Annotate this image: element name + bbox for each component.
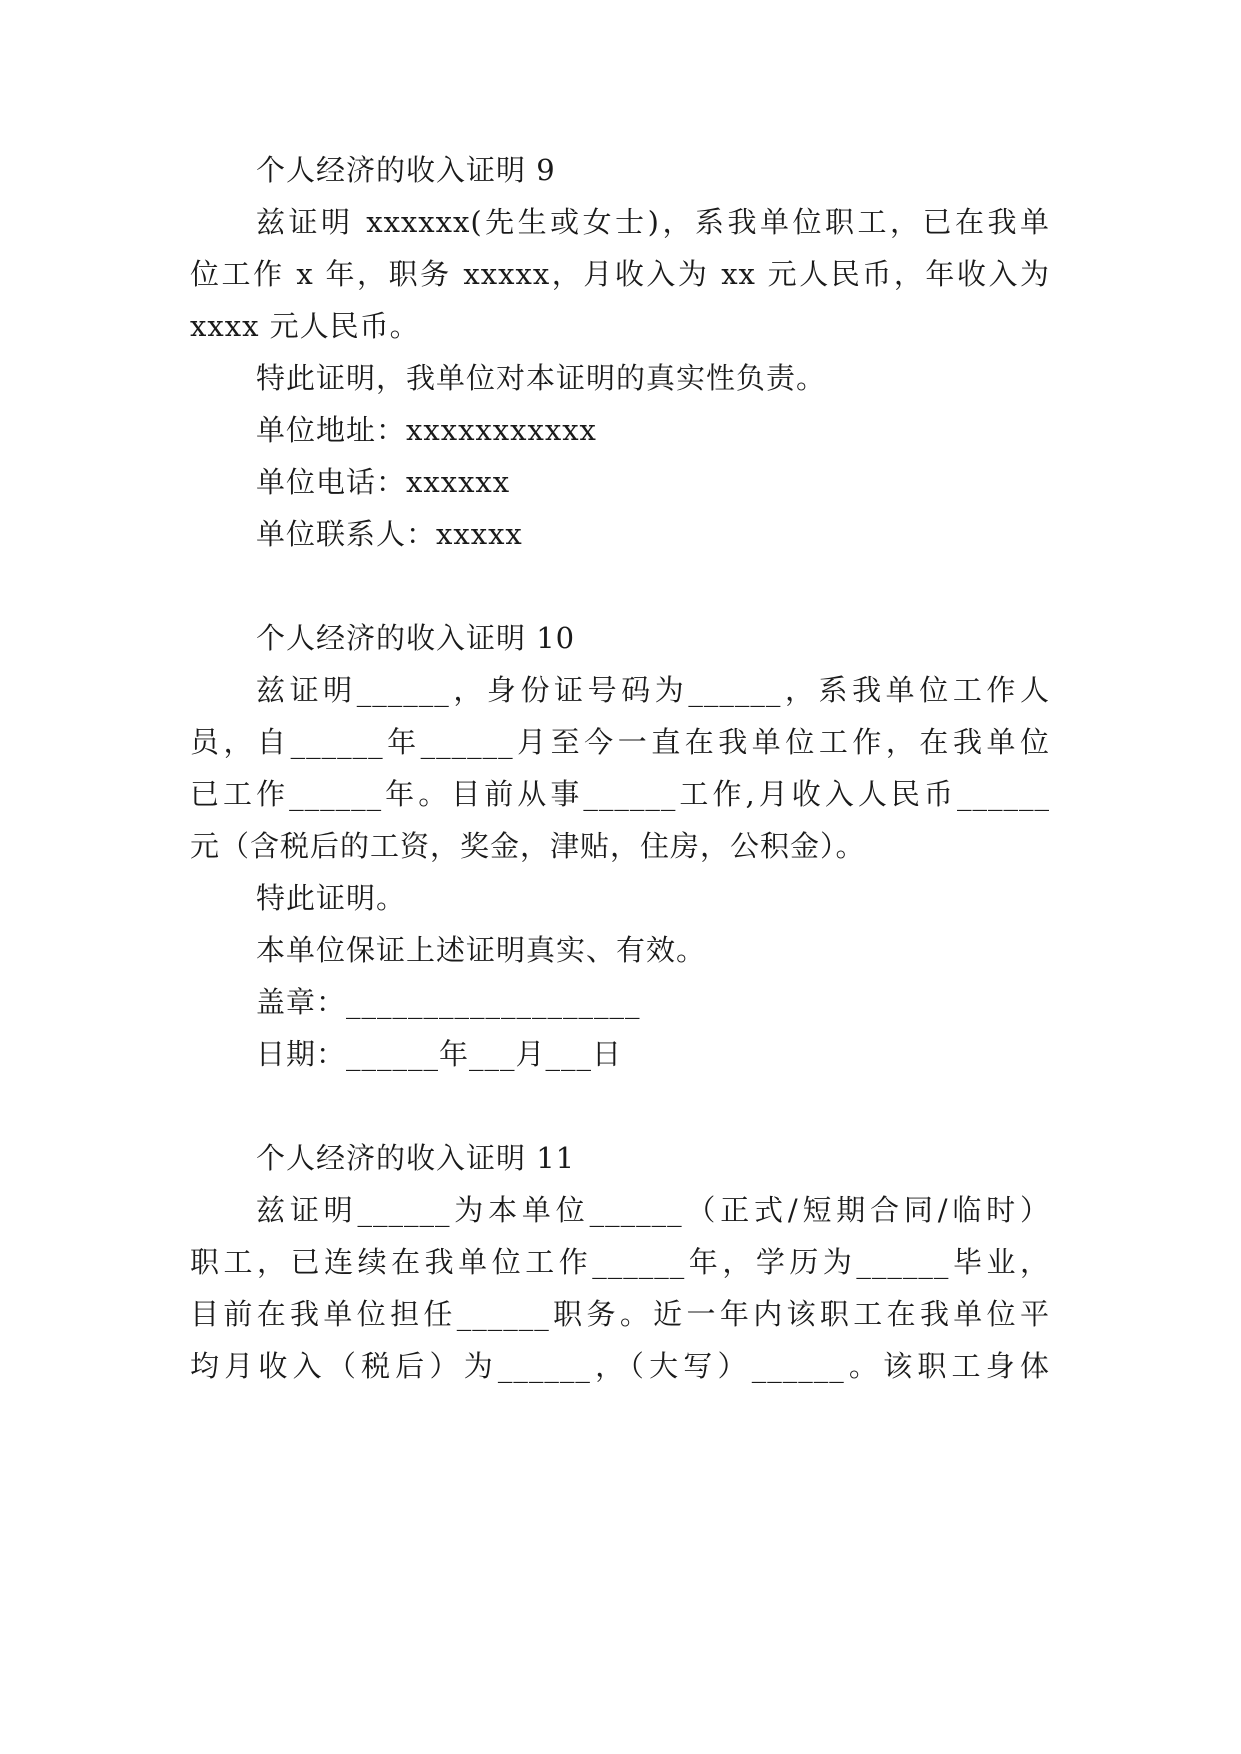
section11-paragraph-line3: 目前在我单位担任______职务。近一年内该职工在我单位平 <box>190 1297 1050 1331</box>
section9-paragraph-line1: 兹证明 xxxxxx(先生或女士)，系我单位职工，已在我单 <box>256 205 1050 239</box>
section11-title: 个人经济的收入证明 11 <box>256 1141 576 1175</box>
section11-paragraph-line1: 兹证明______为本单位______（正式/短期合同/临时） <box>256 1193 1050 1227</box>
section9-paragraph-line2: 位工作 x 年，职务 xxxxx，月收入为 xx 元人民币，年收入为 <box>190 257 1050 291</box>
section10-certify-text: 特此证明。 <box>256 881 407 915</box>
section10-paragraph-line2: 员，自______年______月至今一直在我单位工作，在我单位 <box>190 725 1050 759</box>
section9-phone: 单位电话：xxxxxx <box>256 465 511 499</box>
section10-seal-field: 盖章：___________________ <box>256 985 641 1019</box>
section9-certify-text: 特此证明，我单位对本证明的真实性负责。 <box>256 361 827 395</box>
section9-title: 个人经济的收入证明 9 <box>256 153 556 187</box>
section9-contact: 单位联系人：xxxxx <box>256 517 523 551</box>
section10-paragraph-line4: 元（含税后的工资，奖金，津贴，住房，公积金）。 <box>190 829 866 863</box>
section11-paragraph-line4: 均月收入（税后）为______，（大写）______。该职工身体 <box>190 1349 1050 1383</box>
section9-paragraph-line3: xxxx 元人民币。 <box>190 309 420 343</box>
section9-address: 单位地址：xxxxxxxxxxx <box>256 413 597 447</box>
section10-date-field: 日期：______年___月___日 <box>256 1037 623 1071</box>
section10-title: 个人经济的收入证明 10 <box>256 621 576 655</box>
section10-guarantee-text: 本单位保证上述证明真实、有效。 <box>256 933 707 967</box>
section10-paragraph-line1: 兹证明______，身份证号码为______，系我单位工作人 <box>256 673 1050 707</box>
section10-paragraph-line3: 已工作______年。目前从事______工作,月收入人民币______ <box>190 777 1050 811</box>
section11-paragraph-line2: 职工，已连续在我单位工作______年，学历为______毕业， <box>190 1245 1050 1279</box>
